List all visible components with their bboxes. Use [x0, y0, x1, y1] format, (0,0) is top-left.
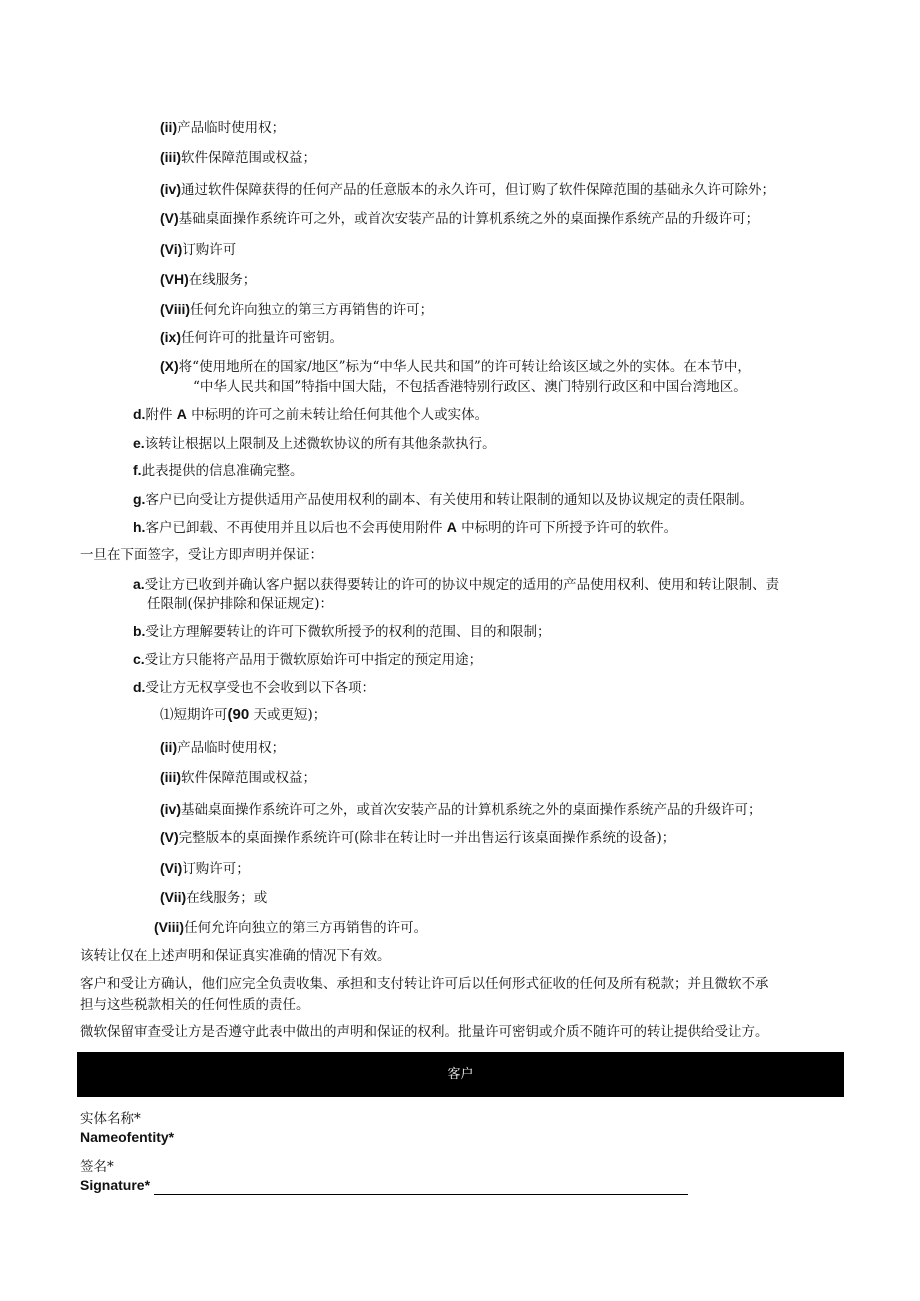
list2-item: g.客户已向受让方提供适用产品使用权利的副本、有关使用和转让限制的通知以及协议规定的责任限制。 — [133, 491, 753, 508]
list4-item: (iii)软件保障范围或权益； — [160, 769, 316, 786]
list2-item: e.该转让根据以上限制及上述微软协议的所有其他条款执行。 — [133, 435, 496, 452]
list4-item: (ii)产品临时使用权； — [160, 739, 286, 756]
list1-item: (ix)任何许可的批量许可密钥。 — [160, 329, 343, 346]
list1-item: (VH)在线服务； — [160, 271, 257, 288]
signature-label-en: Signature* — [80, 1177, 151, 1193]
list1-item: (Viii)任何允许向独立的第三方再销售的许可； — [160, 301, 434, 318]
list1-item: (iii)软件保障范围或权益； — [160, 149, 316, 166]
validity-paragraph: 该转让仅在上述声明和保证真实准确的情况下有效。 — [80, 948, 391, 964]
list1-item: (Vi)订购许可 — [160, 241, 237, 258]
list3-item: d.受让方无权享受也不会收到以下各项： — [133, 679, 375, 696]
list3-item-continuation: 任限制(保护排除和保证规定)： — [147, 596, 334, 612]
list4-item: (Vii)在线服务；或 — [160, 889, 268, 906]
entity-name-field — [80, 1110, 174, 1146]
list2-item: d.附件 A 中标明的许可之前未转让给任何其他个人或实体。 — [133, 406, 489, 423]
signature-label-cn: 签名* — [80, 1159, 114, 1175]
entity-name-label-en: Nameofentity* — [80, 1129, 175, 1145]
intro-text: 一旦在下面签字，受让方即声明并保证： — [80, 547, 323, 563]
signature-line[interactable] — [154, 1180, 688, 1195]
list2-item: f.此表提供的信息准确完整。 — [133, 462, 304, 479]
list3-item: c.受让方只能将产品用于微软原始许可中指定的预定用途； — [133, 651, 483, 668]
tax-paragraph-continuation: 担与这些税款相关的任何性质的责任。 — [80, 997, 310, 1013]
customer-section-header: 客户 — [77, 1052, 844, 1097]
list4-item: (iv)基础桌面操作系统许可之外，或首次安装产品的计算机系统之外的桌面操作系统产品的升级许可； — [160, 801, 762, 818]
list4-item: (V)完整版本的桌面操作系统许可(除非在转让时一并出售运行该桌面操作系统的设备)； — [160, 829, 676, 846]
list1-item-continuation: “中华人民共和国”特指中国大陆，不包括香港特别行政区、澳门特别行政区和中国台湾地区。 — [193, 379, 747, 395]
list1-item: (V)基础桌面操作系统许可之外，或首次安装产品的计算机系统之外的桌面操作系统产品的升级许可； — [160, 210, 760, 227]
list1-item: (ii)产品临时使用权； — [160, 119, 286, 136]
list1-item: (X)将“使用地所在的国家/地区”标为“中华人民共和国”的许可转让给该区域之外的实体。在本节中， — [160, 358, 751, 375]
list3-item: b.受让方理解要转让的许可下微软所授予的权利的范围、目的和限制； — [133, 623, 551, 640]
list3-item: a.受让方已收到并确认客户据以获得要转让的许可的协议中规定的适用的产品使用权利、使用和转让限制、责 — [133, 576, 780, 593]
entity-name-label-cn: 实体名称* — [80, 1111, 141, 1127]
list1-item: (iv)通过软件保障获得的任何产品的任意版本的永久许可，但订购了软件保障范围的基础永久许可除外； — [160, 181, 775, 198]
list2-item: h.客户已卸载、不再使用并且以后也不会再使用附件 A 中标明的许可下所授予许可的软件。 — [133, 519, 678, 536]
tax-paragraph: 客户和受让方确认，他们应完全负责收集、承担和支付转让许可后以任何形式征收的任何及所有税款；并且微软不承 — [80, 976, 769, 992]
audit-paragraph: 微软保留审查受让方是否遵守此表中做出的声明和保证的权利。批量许可密钥或介质不随许可的转让提供给受让方。 — [80, 1024, 769, 1040]
signature-field — [80, 1158, 688, 1195]
list4-item: ⑴短期许可(90 天或更短)； — [160, 706, 327, 723]
list4-item: (Vi)订购许可； — [160, 860, 250, 877]
list4-item: (Viii)任何允许向独立的第三方再销售的许可。 — [154, 919, 428, 936]
